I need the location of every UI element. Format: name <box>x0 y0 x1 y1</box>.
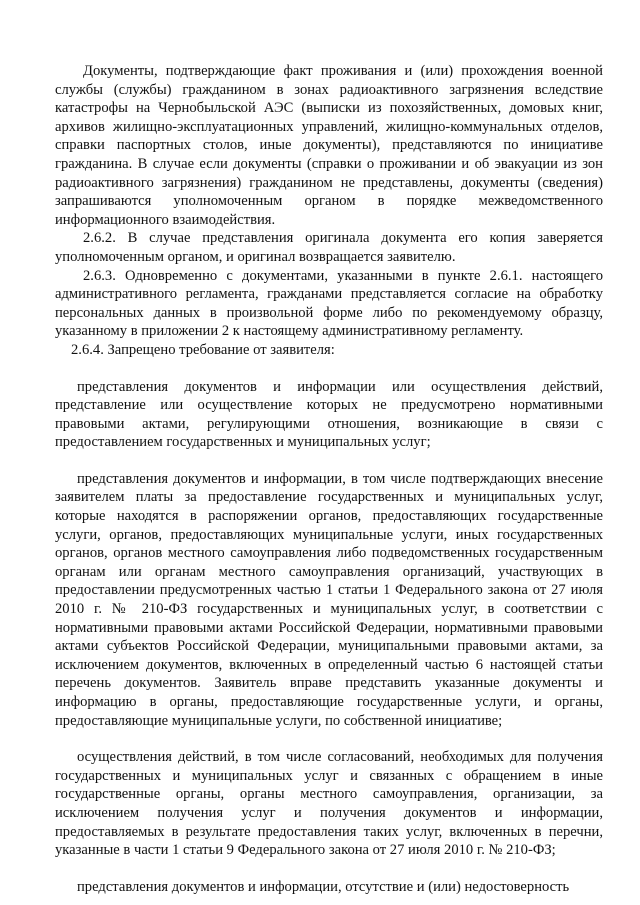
paragraph-2-6-3: 2.6.3. Одновременно с документами, указанными в пункте 2.6.1. настоящего административного регламента, гражданами представляется согласие на обработку персональных данных в произвольной форме либо по рекомендуемому образцу, указанному в приложении 2 к настоящему административному регламенту. <box>55 267 603 340</box>
document-body <box>55 62 603 896</box>
paragraph-requirement-1: представления документов и информации или осуществления действий, представление или осуществление которых не предусмотрено нормативными правовыми актами, регулирующими отношения, возникающие в связи с предоставлением государственных и муниципальных услуг; <box>55 378 603 451</box>
paragraph-requirement-2: представления документов и информации, в том числе подтверждающих внесение заявителем платы за предоставление государственных и муниципальных услуг, которые находятся в распоряжении органов, предоставляющих государственные услуги, органов, предоставляющих муниципальные услуги, иных государственных органов, органов местного самоуправления либо подведомственных государственным органам или органам местного самоуправления организаций, участвующих в предоставлении предусмотренных частью 1 статьи 1 Федерального закона от 27 июля 2010 г. № 210-ФЗ государственных и муниципальных услуг, в соответствии с нормативными правовыми актами Российской Федерации, нормативными правовыми актами субъектов Российской Федерации, муниципальными правовыми актами, за исключением документов, включенных в определенный частью 6 настоящей статьи перечень документов. Заявитель вправе представить указанные документы и информацию в органы, предоставляющие государственные услуги, и органы, предоставляющие муниципальные услуги, по собственной инициативе; <box>55 470 603 729</box>
paragraph-requirement-3: осуществления действий, в том числе согласований, необходимых для получения государственных и муниципальных услуг и связанных с обращением в иные государственные органы, органы местного самоуправления, организации, за исключением получения услуг и получения документов и информации, предоставляемых в результате предоставления таких услуг, включенных в перечни, указанные в части 1 статьи 9 Федерального закона от 27 июля 2010 г. № 210-ФЗ; <box>55 749 603 859</box>
paragraph-residence-documents: Документы, подтверждающие факт проживания и (или) прохождения военной службы (службы) гражданином в зонах радиоактивного загрязнения вследствие катастрофы на Чернобыльской АЭС (выписки из похозяйственных, домовых книг, архивов жилищно-эксплуатационных управлений, жилищно-коммунальных отделов, справки паспортных столов, иные документы), представляются по инициативе гражданина. В случае если документы (справки о проживании и об эвакуации из зон радиоактивного загрязнения) гражданином не представлены, документы (сведения) запрашиваются уполномоченным органом в порядке межведомственного информационного взаимодействия. <box>55 63 603 228</box>
paragraph-2-6-4: 2.6.4. Запрещено требование от заявителя: <box>71 341 335 358</box>
paragraph-2-6-2: 2.6.2. В случае представления оригинала документа его копия заверяется уполномоченным органом, и оригинал возвращается заявителю. <box>55 230 603 265</box>
paragraph-requirement-4: представления документов и информации, отсутствие и (или) недостоверность <box>77 878 570 895</box>
